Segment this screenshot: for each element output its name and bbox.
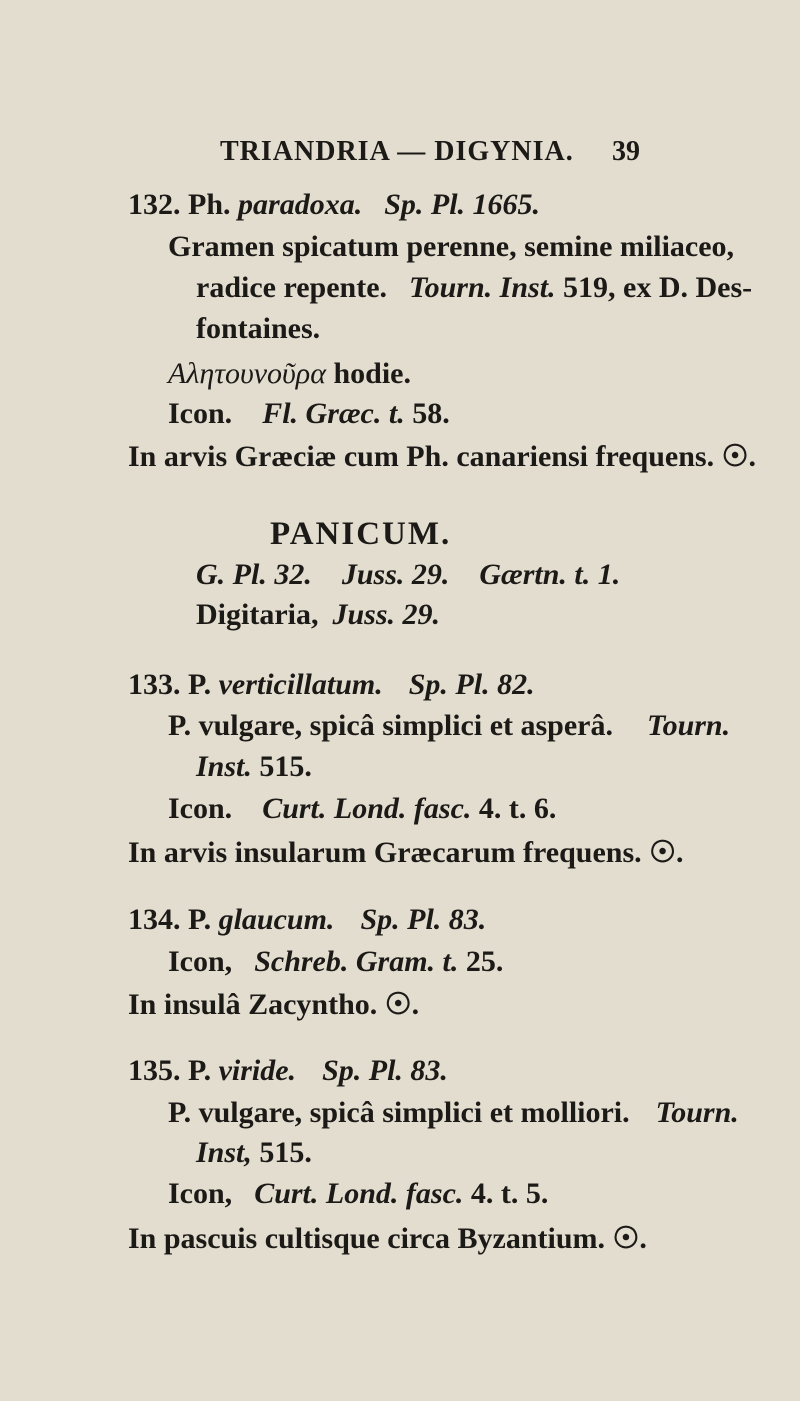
reference: Gærtn. t. 1. bbox=[479, 558, 621, 591]
entry-number: 133. P. bbox=[128, 668, 219, 701]
text: P. vulgare, spicâ simplici et asperâ. bbox=[168, 709, 613, 742]
icon-reference bbox=[168, 1177, 548, 1211]
text: 4. t. 5. bbox=[463, 1177, 549, 1210]
icon-reference bbox=[168, 397, 450, 431]
page-number: 39 bbox=[612, 136, 640, 167]
entry-number: 132. Ph. bbox=[128, 188, 239, 221]
species-name: verticillatum. bbox=[218, 668, 383, 701]
text: 25. bbox=[458, 945, 504, 978]
icon-reference bbox=[168, 792, 556, 826]
text: 519, ex D. Des- bbox=[555, 271, 753, 304]
entry-133-title bbox=[128, 668, 535, 702]
text: Digitaria, bbox=[196, 598, 319, 631]
greek-name: Αλητουνοῦρα bbox=[168, 357, 326, 390]
habitat-line: In pascuis cultisque circa Byzantium. ☉. bbox=[128, 1222, 647, 1255]
text: P. vulgare, spicâ simplici et molliori. bbox=[168, 1096, 630, 1129]
entry-number: 134. P. bbox=[128, 903, 219, 936]
habitat-line: In arvis Græciæ cum Ph. canariensi frequens. ☉. bbox=[128, 440, 756, 473]
synonym-line bbox=[196, 750, 312, 784]
running-head: TRIANDRIA — DIGYNIA. bbox=[220, 136, 574, 167]
reference: Curt. Lond. fasc. bbox=[254, 1177, 464, 1210]
reference: Inst. bbox=[196, 750, 252, 783]
synonym-line: fontaines. bbox=[196, 312, 321, 345]
entry-number: 135. P. bbox=[128, 1054, 219, 1087]
label: Icon. bbox=[168, 397, 233, 430]
text: radice repente. bbox=[196, 271, 388, 304]
reference: Juss. 29. bbox=[332, 598, 441, 631]
text: 515. bbox=[251, 750, 312, 783]
label: Icon. bbox=[168, 792, 233, 825]
habitat-line: In insulâ Zacyntho. ☉. bbox=[128, 988, 420, 1021]
reference: Schreb. Gram. t. bbox=[254, 945, 459, 978]
label: Icon, bbox=[168, 945, 233, 978]
entry-134-title bbox=[128, 903, 486, 937]
reference: Curt. Lond. fasc. bbox=[262, 792, 472, 825]
species-name: glaucum. bbox=[218, 903, 335, 936]
synonym-line bbox=[168, 709, 730, 743]
synonym-line bbox=[168, 1096, 739, 1130]
reference: Juss. 29. bbox=[341, 558, 450, 591]
reference: Tourn. bbox=[655, 1096, 739, 1129]
reference: Tourn. Inst. bbox=[409, 271, 556, 304]
text: 58. bbox=[404, 397, 450, 430]
reference: Fl. Græc. t. bbox=[262, 397, 405, 430]
reference: Sp. Pl. 83. bbox=[322, 1054, 448, 1087]
species-name: paradoxa. bbox=[238, 188, 363, 221]
label: Icon, bbox=[168, 1177, 233, 1210]
reference: Tourn. bbox=[647, 709, 731, 742]
genus-heading: PANICUM. bbox=[270, 516, 452, 552]
vernacular-name bbox=[168, 357, 411, 391]
reference: Inst, bbox=[196, 1136, 252, 1169]
synonym-line bbox=[196, 271, 752, 305]
entry-135-title bbox=[128, 1054, 448, 1088]
reference: Sp. Pl. 82. bbox=[408, 668, 535, 701]
habitat-line: In arvis insularum Græcarum frequens. ☉. bbox=[128, 836, 684, 869]
text: 515. bbox=[251, 1136, 312, 1169]
species-name: viride. bbox=[218, 1054, 297, 1087]
reference: Sp. Pl. 83. bbox=[360, 903, 487, 936]
entry-132-title bbox=[128, 188, 540, 222]
genus-synonym bbox=[196, 598, 440, 632]
text: hodie. bbox=[325, 357, 411, 390]
genus-references bbox=[196, 558, 620, 592]
reference: G. Pl. 32. bbox=[196, 558, 312, 591]
synonym-line bbox=[196, 1136, 312, 1170]
synonym-line: Gramen spicatum perenne, semine miliaceo, bbox=[168, 230, 735, 263]
reference: Sp. Pl. 1665. bbox=[384, 188, 541, 221]
icon-reference bbox=[168, 945, 503, 979]
text: 4. t. 6. bbox=[471, 792, 557, 825]
